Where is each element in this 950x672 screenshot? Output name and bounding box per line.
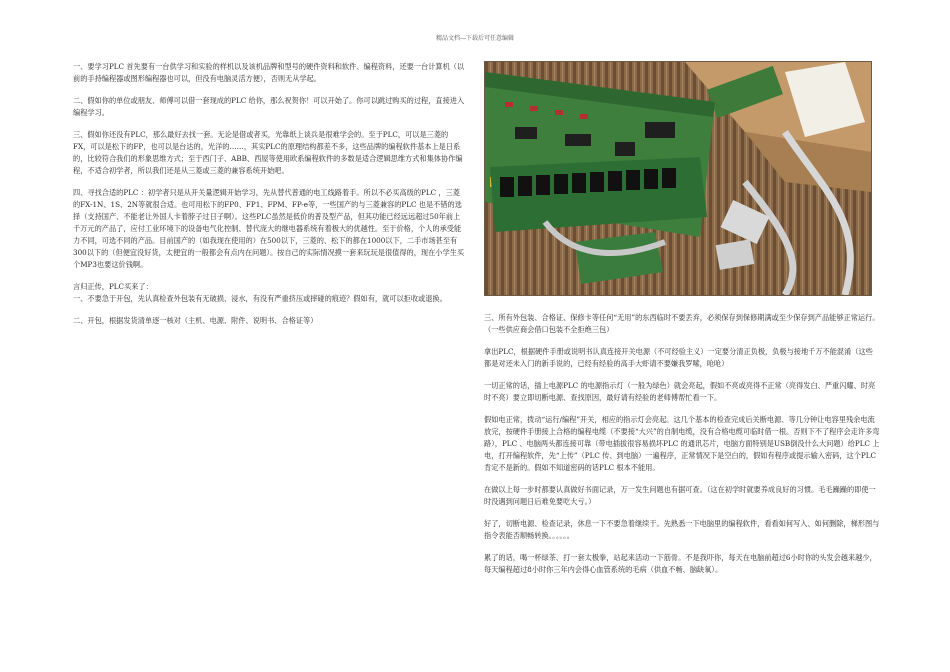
paragraph: 累了的话，喝一杯绿茶、打一套太极拳，站起来活动一下筋骨。不是我吓你，每天在电脑前超过6小时你的头发会越来越少，每天编程超过8小时你三年内会得心血管系统的毛病（供血不畅、脑缺氧）。 bbox=[484, 553, 877, 574]
plc-photo-illustration bbox=[485, 62, 871, 295]
paragraph: 在做以上每一步时都要认真做好书面记录，万一发生问题也有据可查。（这在初学时就要养成良好的习惯。毛毛躁躁的即使一时没遇到问题日后难免要吃大亏。） bbox=[484, 485, 876, 506]
paragraph: 三、假如你还没有PLC，那么最好去找一套。无论是借或者买，光靠纸上谈兵是很难学会的。至于PLC，可以是三菱的FX，可以是松下的FP，也可以是台达的，光洋的……，其实PLC的原理结构都差不多，这些品牌的编程软件基本上是日系的，比较符合我们的形象思维方式；至于西门子、ABB、西屋等使用欧系编程软件的多数是适合逻辑思维方式和集体协作编程，不适合初学者，所以我们还是从三菱或三菱的兼容系统开始吧。 bbox=[73, 130, 463, 175]
paragraph: 一切正常的话，插上电源PLC 的电源指示灯（一般为绿色）就会亮起，假如不亮或亮得不正常（亮得发白、严重闪耀、时亮时不亮）要立即切断电源、查找原因，最好请有经验的老师傅帮忙看一下。 bbox=[484, 381, 876, 402]
paragraph: 言归正传，PLC买来了： 一、不要急于开包，先认真检查外包装有无破损、浸水，有没有严重挤压或摔碰的痕迹？假如有，就可以拒收或退换。 bbox=[73, 282, 447, 303]
paragraph: 拿出PLC，根据硬件手册或说明书认真连接开关电源（不可经验主义）一定要分清正负极，负极与接地千万不能混淆（这些都是对还未入门的新手说的，已经有经验的高手大虾请不要嫌我罗嗦，呛呛） bbox=[484, 347, 873, 368]
paragraph: 一、要学习PLC 首先要有一台供学习和实验的样机以及该机品牌和型号的硬件资料和软件、编程资料，还要一台计算机（以前的手持编程器或图形编程器也可以，但没有电脑灵活方便），否则无从学起。 bbox=[73, 62, 465, 83]
right-column bbox=[484, 312, 880, 586]
plc-board-photo bbox=[484, 61, 872, 296]
page-header: 精品文档---下载后可任意编辑 bbox=[435, 35, 515, 42]
paragraph: 假如电正常，拨动“运行/编程”开关，相应的指示灯会亮起。这几个基本的检查完成后关断电源、等几分钟让电容里残余电流放完，按硬件手册接上合格的编程电缆（不要接“大兴”的自制电缆，没有合格电缆可临时借一根。否则下不了程序会走许多弯路），PLC 、电脑两头都连接可靠（带电插拔很容易损坏PLC 的通讯芯片，电脑方面特别是USB倒没什么大问题）给PLC 上电，打开编程软件，先“上传”（PLC 传、到电脑）一遍程序，正常情况下是空白的，假如有程序或提示输入密码，这个PLC 肯定不是新的。假如不知道密码的话PLC 根本不能用。 bbox=[484, 415, 880, 472]
paragraph: 四、寻找合适的PLC ：初学者只是从开关量逻辑开始学习，先从替代普通的电工线路着手。所以不必买高级的PLC ，三菱的FX-1N、1S、2N等就很合适。也可用松下的FP0、FP1、FPM、FP-e等，一些国产的与三菱兼容的PLC 也是不错的选择（支持国产、不能老让外国人卡着脖子过日子啊）。这些PLC虽然是低价的普及型产品，但其功能已经远远超过50年前上千万元的产品了，应付工业环境下的设备电气化控制、替代庞大的继电器系统有着极大的优越性。至于价格，个人的承受能力不同，可选不同的产品。目前国产的（如我现在使用的）在500以下，三菱的、松下的都在1000以下，二手市场甚至有300以下的（但便宜没好货，太便宜的一般都会有点内在问题）。按自己的实际情况摸一套来玩玩是很值得的，现在小学生买个MP3也要这价钱啊。 bbox=[73, 188, 465, 269]
left-column bbox=[73, 61, 465, 337]
paragraph: 二、假如你的单位或朋友、师傅可以借一套现成的PLC 给你，那么祝贺你！可以开始了。你可以跳过购买的过程，直接进入编程学习。 bbox=[73, 96, 465, 117]
paragraph: 三、所有外包装、合格证、保修卡等任何“无用”的东西临时不要丢弃，必须保存到保修期满或至少保存到产品能够正常运行。（一些供应商会借口包装不全拒绝三包） bbox=[484, 313, 880, 334]
paragraph: 好了，切断电源、检查记录，休息一下不要急着继续干。先熟悉一下电脑里的编程软件，看看如何写入、如何删除，梯形图与指令表能否顺畅转换。。。。。。 bbox=[484, 519, 880, 540]
paragraph: 二、开包，根据发货清单逐一核对（主机、电源、附件、说明书、合格证等） bbox=[73, 316, 318, 325]
